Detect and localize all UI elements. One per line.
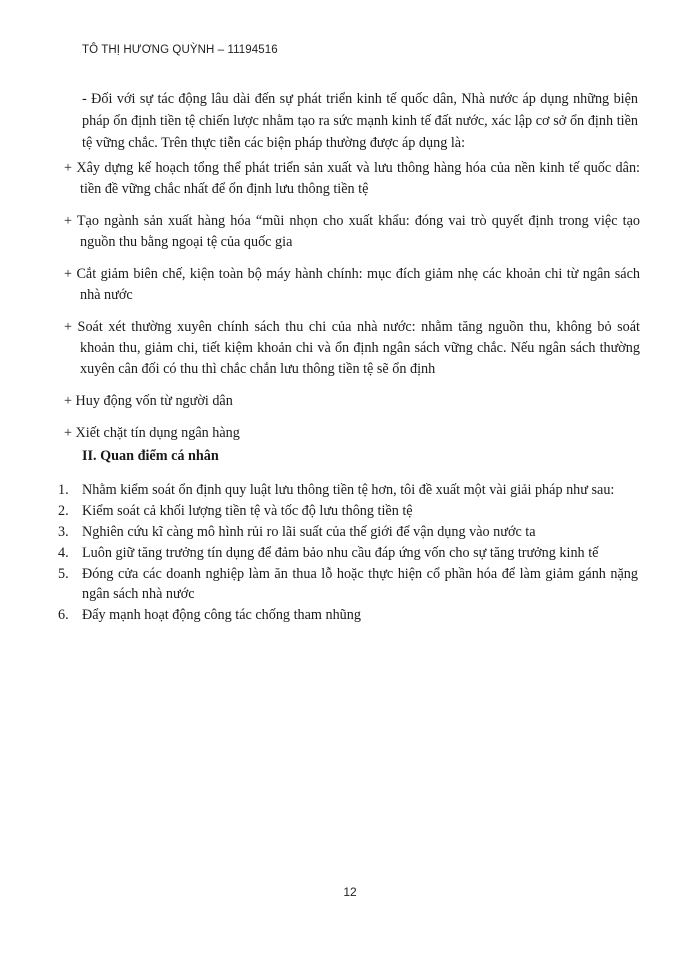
list-number: 6. bbox=[58, 607, 69, 623]
list-item bbox=[58, 480, 638, 500]
list-number: 5. bbox=[58, 566, 69, 582]
list-number: 4. bbox=[58, 545, 69, 561]
list-text: Đẩy mạnh hoạt động công tác chống tham nhũng bbox=[82, 607, 361, 623]
list-text: Nhằm kiểm soát ổn định quy luật lưu thông tiền tệ hơn, tôi đề xuất một vài giải pháp như sau: bbox=[82, 482, 615, 498]
list-text: Nghiên cứu kĩ càng mô hình rủi ro lãi suất của thế giới để vận dụng vào nước ta bbox=[82, 524, 536, 540]
list-item: + Soát xét thường xuyên chính sách thu chi của nhà nước: nhằm tăng nguồn thu, không bỏ soát khoản thu, giảm chi, tiết kiệm khoản chi và ổn định ngân sách vững chắc. Nếu ngân sách thường xuyên cân đối có thu thì chắc chắn lưu thông tiền tệ sẽ ổn định bbox=[64, 319, 640, 377]
list-item bbox=[58, 522, 638, 542]
measures-list bbox=[64, 158, 640, 455]
list-text: Đóng cửa các doanh nghiệp làm ăn thua lỗ hoặc thực hiện cổ phần hóa để làm giảm gánh nặng ngân sách nhà nước bbox=[82, 566, 638, 602]
list-number: 2. bbox=[58, 503, 69, 519]
list-text: Kiểm soát cả khối lượng tiền tệ và tốc độ lưu thông tiền tệ bbox=[82, 503, 413, 519]
list-item: + Xiết chặt tín dụng ngân hàng bbox=[64, 425, 240, 441]
section-title: II. Quan điểm cá nhân bbox=[82, 448, 219, 464]
list-number: 1. bbox=[58, 482, 69, 498]
list-item: + Xây dựng kế hoạch tổng thể phát triển sản xuất và lưu thông hàng hóa của nền kinh tế quốc dân: tiền đề vững chắc nhất để ổn định lưu thông tiền tệ bbox=[64, 160, 640, 197]
list-item bbox=[58, 564, 638, 604]
list-item bbox=[58, 543, 638, 563]
list-item bbox=[58, 501, 638, 521]
list-item bbox=[58, 605, 638, 625]
list-text: Luôn giữ tăng trưởng tín dụng để đảm bảo nhu cầu đáp ứng vốn cho sự tăng trưởng kinh tế bbox=[82, 545, 599, 561]
list-item: + Tạo ngành sản xuất hàng hóa “mũi nhọn cho xuất khẩu: đóng vai trò quyết định trong việc tạo nguồn thu bằng ngoại tệ của quốc gia bbox=[64, 213, 640, 250]
list-item: + Huy động vốn từ người dân bbox=[64, 393, 233, 409]
solutions-list bbox=[58, 480, 638, 626]
list-number: 3. bbox=[58, 524, 69, 540]
intro-paragraph: - Đối với sự tác động lâu dài đến sự phát triển kinh tế quốc dân, Nhà nước áp dụng những biện pháp ổn định tiền tệ chiến lược nhằm tạo ra sức mạnh kinh tế đất nước, xác lập cơ sở ổn định tiền tệ vững chắc. Trên thực tiễn các biện pháp thường được áp dụng là: bbox=[82, 91, 638, 151]
page-header: TÔ THỊ HƯƠNG QUỲNH – 11194516 bbox=[82, 44, 278, 56]
page-number: 12 bbox=[343, 885, 357, 899]
list-item: + Cắt giảm biên chế, kiện toàn bộ máy hành chính: mục đích giảm nhẹ các khoản chi từ ngân sách nhà nước bbox=[64, 266, 640, 303]
